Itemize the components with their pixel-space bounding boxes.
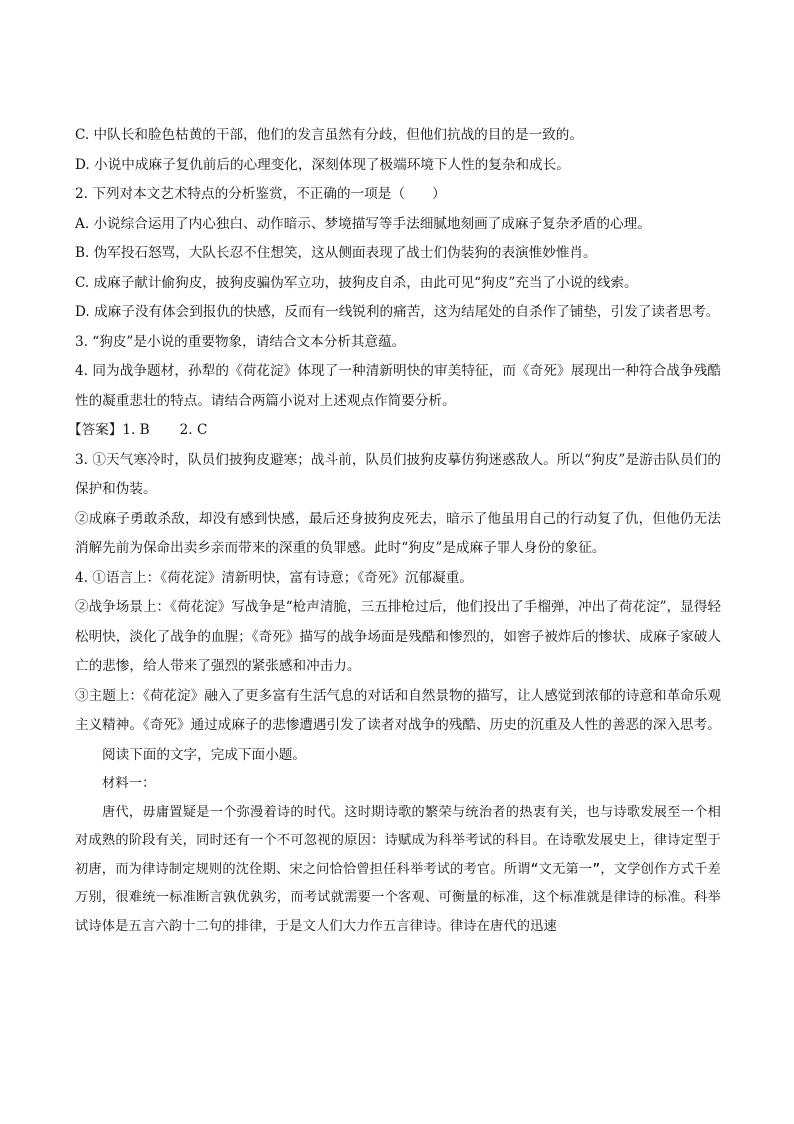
answer-line [68,416,721,446]
question-2: 2. 下列对本文艺术特点的分析鉴赏，不正确的一项是（ ） [75,186,446,202]
option-c-q1: C. 中队长和脸色枯黄的干部，他们的发言虽然有分歧，但他们抗战的目的是一致的。 [75,127,583,143]
question-3: 3. “狗皮”是小说的重要物象，请结合文本分析其意蕴。 [75,333,406,350]
option-c-q2: C. 成麻子献计偷狗皮，披狗皮骗伪军立功，披狗皮自杀，由此可见“狗皮”充当了小说的线索。 [75,274,638,291]
answer-2: 2. C [179,422,208,438]
reading-prompt: 阅读下面的文字，完成下面小题。 [102,746,306,763]
option-d-q1: D. 小说中成麻子复仇前后的心理变化，深刻体现了极端环境下人性的复杂和成长。 [75,156,570,173]
option-b-q2: B. 伪军投石怒骂，大队长忍不住想笑，这从侧面表现了战士们伪装狗的表演惟妙惟肖。 [75,245,597,261]
answer-label: 【答案】1. B [68,422,150,438]
option-a-q2: A. 小说综合运用了内心独白、动作暗示、梦境描写等手法细腻地刻画了成麻子复杂矛盾的心理。 [75,215,651,232]
answer-3-part-2: ②成麻子勇敢杀敌，却没有感到快感，最后还身披狗皮死去，暗示了他虽用自己的行动复了仇，但他仍无法消解先前为保命出卖乡亲而带来的深重的负罪感。此时“狗皮”是成麻子罪人身份的象征。 [75,510,721,556]
option-d-q2: D. 成麻子没有体会到报仇的快感，反而有一线锐利的痛苦，这为结尾处的自杀作了铺垫，引发了读者思考。 [75,304,720,320]
answer-4-part-1: 4. ①语言上：《荷花淀》清新明快，富有诗意；《奇死》沉郁凝重。 [75,569,473,586]
answer-4-part-2: ②战争场景上：《荷花淀》写战争是“枪声清脆，三五排枪过后，他们投出了手榴弹，冲出了荷花淀”，显得轻松明快，淡化了战争的血腥；《奇死》描写的战争场面是残酷和惨烈的，如窖子被炸后的惨状、成麻子家破人亡的悲惨，给人带来了强烈的紧张感和冲击力。 [75,599,722,674]
answer-3-part-1: 3. ①天气寒冷时，队员们披狗皮避寒；战斗前，队员们披狗皮摹仿狗迷惑敌人。所以“狗皮”是游击队员们的保护和伪装。 [75,451,721,497]
answer-4-part-3: ③主题上：《荷花淀》融入了更多富有生活气息的对话和自然景物的描写，让人感觉到浓郁的诗意和革命乐观主义精神。《奇死》通过成麻子的悲惨遭遇引发了读者对战争的残酷、历史的沉重及人性的善恶的深入思考。 [75,687,721,733]
material-title: 材料一： [102,776,156,791]
document-content [68,121,722,941]
material-body: 唐代，毋庸置疑是一个弥漫着诗的时代。这时期诗歌的繁荣与统治者的热衷有关，也与诗歌发展至一个相对成熟的阶段有关，同时还有一个不可忽视的原因：诗赋成为科举考试的科目。在诗歌发展史上，律诗定型于初唐，而为律诗制定规则的沈佺期、宋之问恰恰曾担任科举考试的考官。所谓“文无第一”，文学创作方式千差万别，很难统一标准断言孰优孰劣，而考试就需要一个客观、可衡量的标准，这个标准就是律诗的标准。科举试诗体是五言六韵十二句的排律，于是文人们大力作五言律诗。律诗在唐代的迅速 [75,804,721,934]
material-section [75,770,721,941]
question-4: 4. 同为战争题材，孙犁的《荷花淀》体现了一种清新明快的审美特征，而《奇死》展现出一种符合战争残酷性的凝重悲壮的特点。请结合两篇小说对上述观点作简要分析。 [75,363,721,409]
